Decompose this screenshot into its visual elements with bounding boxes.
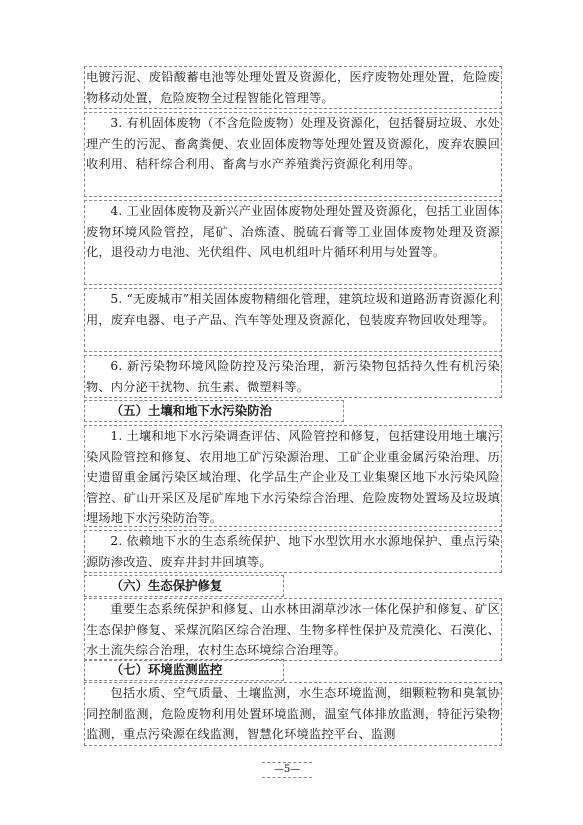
paragraph-block <box>84 288 502 352</box>
paragraph-groundwater-protection: 2. 依赖地下水的生态系统保护、地下水型饮用水水源地保护、重点污染源防渗改造、废弃井封井回填等。 <box>86 534 500 569</box>
section-heading-ecological-restoration: （六）生态保护修复 <box>110 578 223 593</box>
page-number: —5— <box>262 762 312 778</box>
paragraph-new-pollutants: 6. 新污染物环境风险防控及污染治理，新污染物包括持久性有机污染物、内分泌干扰物、抗生素、微塑料等。 <box>86 359 500 394</box>
paragraph-zero-waste-city: 5. “无废城市”相关固体废物精细化管理，建筑垃圾和道路沥青资源化利用，废弃电器、电子产品、汽车等处理及资源化，包装废弃物回收处理等。 <box>86 292 500 327</box>
paragraph-block <box>84 530 502 573</box>
paragraph-soil-groundwater-survey: 1. 土壤和地下水污染调查评估、风险管控和修复，包括建设用地土壤污染风险管控和修复、农用地工矿污染源治理、工矿企业重金属污染治理、历史遗留重金属污染区域治理、化学品生产企业及工业集聚区地下水污染风险管控、矿山开采区及尾矿库地下水污染综合治理、危险废物处置场及垃圾填埋场地下水污染防治等。 <box>86 429 500 526</box>
paragraph-block <box>84 598 502 661</box>
paragraph-block <box>84 682 502 746</box>
paragraph-block <box>84 425 502 527</box>
section-heading-soil-groundwater: （五）土壤和地下水污染防治 <box>110 403 272 418</box>
heading-block <box>84 659 284 681</box>
paragraph-ecosystem-protection: 重要生态系统保护和修复、山水林田湖草沙冰一体化保护和修复、矿区生态保护修复、采煤沉陷区综合治理、生物多样性保护及荒漠化、石漠化、水土流失综合治理，农村生态环境综合治理等。 <box>86 602 500 658</box>
paragraph-block <box>84 66 502 109</box>
paragraph-hazardous-waste-cont: 电镀污泥、废铅酸蓄电池等处理处置及资源化，医疗废物处理处置，危险废物移动处置，危险废物全过程智能化管理等。 <box>86 70 500 105</box>
paragraph-monitoring-items: 包括水质、空气质量、土壤监测，水生态环境监测，细颗粒物和臭氧协同控制监测，危险废物利用处置环境监测，温室气体排放监测，特征污染物监测，重点污染源在线监测，智慧化环境监控平台、监测 <box>86 686 500 742</box>
paragraph-organic-solid-waste: 3. 有机固体废物（不含危险废物）处理及资源化，包括餐厨垃圾、水处理产生的污泥、畜禽粪便、农业固体废物等处理处置及资源化，废弃农膜回收利用、秸秆综合利用、畜禽与水产养殖粪污资源化利用等。 <box>86 116 500 172</box>
paragraph-block <box>84 200 502 285</box>
heading-block <box>84 400 344 422</box>
paragraph-block <box>84 112 502 197</box>
section-heading-environmental-monitoring: （七）环境监测监控 <box>110 662 223 677</box>
paragraph-block <box>84 355 502 398</box>
heading-block <box>84 575 284 597</box>
paragraph-industrial-solid-waste: 4. 工业固体废物及新兴产业固体废物处理处置及资源化，包括工业固体废物环境风险管控，尾矿、冶炼渣、脱硫石膏等工业固体废物处理及资源化，退役动力电池、光伏组件、风电机组叶片循环利用与处置等。 <box>86 204 500 260</box>
